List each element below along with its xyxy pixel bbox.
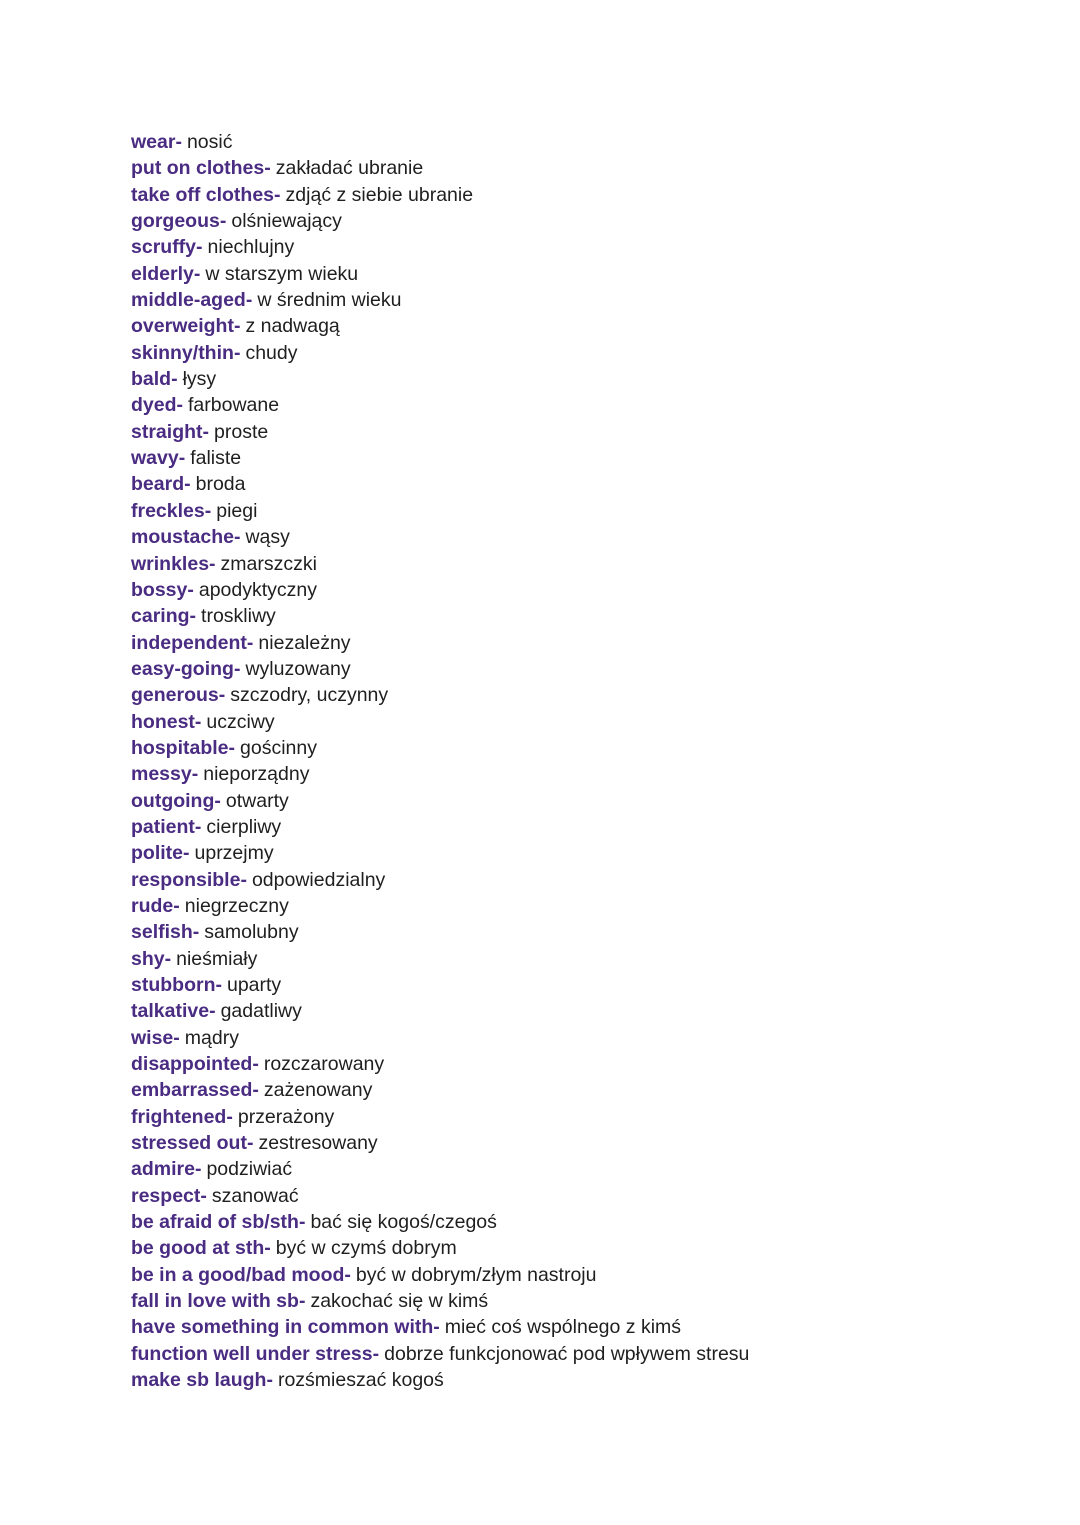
vocab-entry — [131, 208, 749, 234]
term-separator: - — [194, 1158, 202, 1181]
vocab-translation: proste — [214, 420, 269, 443]
vocab-translation: wyluzowany — [245, 657, 351, 680]
vocab-translation: uczciwy — [206, 710, 275, 733]
vocab-term: wear — [131, 131, 176, 153]
vocab-entry — [131, 313, 749, 339]
vocab-entry — [131, 1209, 749, 1235]
vocab-entry — [131, 392, 749, 418]
vocab-term: skinny/thin — [131, 341, 234, 364]
vocab-translation: chudy — [245, 341, 298, 364]
vocab-entry — [131, 1130, 749, 1156]
term-separator: - — [274, 183, 281, 206]
vocab-entry — [131, 1051, 749, 1077]
term-separator: - — [176, 394, 184, 417]
vocab-term: admire — [131, 1158, 195, 1181]
term-separator: - — [245, 289, 253, 312]
term-separator: - — [233, 657, 241, 680]
term-separator: - — [178, 447, 186, 470]
term-separator: - — [193, 262, 201, 285]
vocab-term: easy-going — [131, 657, 234, 680]
vocab-entry — [131, 682, 749, 708]
vocab-entry — [131, 972, 749, 998]
vocab-entry — [131, 551, 749, 577]
vocab-entry — [131, 287, 749, 313]
vocab-term: talkative — [131, 1000, 210, 1023]
vocab-entry — [131, 261, 749, 287]
vocab-term: responsible — [131, 868, 241, 891]
term-separator: - — [233, 341, 241, 364]
vocab-translation: być w dobrym/złym nastroju — [355, 1263, 597, 1286]
term-separator: - — [233, 526, 241, 549]
vocab-term: elderly — [131, 262, 194, 285]
vocab-entry — [131, 471, 749, 497]
term-separator: - — [246, 1132, 254, 1155]
vocab-term: wise — [131, 1026, 174, 1049]
vocab-term: straight — [131, 420, 203, 443]
vocab-term: generous — [131, 684, 219, 707]
vocab-translation: uparty — [226, 974, 282, 996]
vocab-translation: w starszym wieku — [205, 262, 359, 285]
vocab-entry — [131, 867, 749, 893]
vocab-term: beard — [131, 473, 185, 496]
vocab-translation: faliste — [190, 447, 242, 470]
term-separator: - — [194, 815, 202, 838]
vocab-entry — [131, 919, 749, 945]
vocab-entry — [131, 630, 749, 656]
vocab-entry — [131, 498, 749, 524]
vocab-term: stubborn — [131, 974, 216, 996]
vocab-translation: mieć coś wspólnego z kimś — [444, 1316, 682, 1339]
vocab-term: function well under stress — [131, 1342, 373, 1365]
vocab-term: bald — [131, 368, 172, 391]
vocab-term: embarrassed — [131, 1079, 253, 1102]
vocab-entry — [131, 814, 749, 840]
term-separator: - — [264, 157, 271, 180]
vocab-translation: mądry — [184, 1026, 239, 1049]
vocab-entry — [131, 445, 749, 471]
vocab-translation: wąsy — [245, 526, 290, 549]
term-separator: - — [240, 868, 247, 891]
vocab-entry — [131, 1341, 749, 1367]
vocab-term: wrinkles — [131, 552, 210, 575]
term-separator: - — [204, 499, 212, 522]
term-separator: - — [196, 236, 203, 259]
term-separator: - — [344, 1263, 351, 1286]
vocab-translation: zdjąć z siebie ubranie — [285, 183, 474, 206]
vocab-term: polite — [131, 842, 183, 865]
vocab-term: shy — [131, 947, 165, 970]
vocab-entry — [131, 603, 749, 629]
vocab-term: put on clothes — [131, 157, 265, 180]
term-separator: - — [233, 315, 241, 338]
term-separator: - — [209, 552, 216, 575]
vocab-term: independent — [131, 631, 247, 654]
vocabulary-list — [131, 129, 749, 1394]
vocab-entry — [131, 946, 749, 972]
vocab-entry — [131, 1314, 749, 1340]
vocab-entry — [131, 182, 749, 208]
vocab-translation: niechlujny — [207, 236, 295, 259]
vocab-term: take off clothes — [131, 183, 275, 206]
vocab-translation: apodyktyczny — [198, 578, 318, 601]
vocab-entry — [131, 656, 749, 682]
term-separator: - — [298, 1211, 306, 1234]
vocab-entry — [131, 709, 749, 735]
term-separator: - — [200, 1184, 207, 1207]
vocab-entry — [131, 1077, 749, 1103]
vocab-translation: niegrzeczny — [184, 894, 289, 917]
vocab-entry — [131, 419, 749, 445]
vocab-term: honest — [131, 710, 195, 733]
vocab-term: frightened — [131, 1105, 227, 1128]
vocab-term: selfish — [131, 921, 193, 944]
vocab-term: outgoing — [131, 789, 215, 812]
vocab-translation: rozśmieszać kogoś — [277, 1369, 444, 1392]
vocab-entry — [131, 788, 749, 814]
vocab-entry — [131, 1104, 749, 1130]
vocab-term: make sb laugh — [131, 1369, 267, 1392]
vocab-term: be afraid of sb/sth — [131, 1211, 299, 1234]
vocab-translation: niezależny — [258, 631, 351, 654]
term-separator: - — [189, 605, 197, 628]
term-separator: - — [252, 1053, 259, 1076]
term-separator: - — [219, 210, 227, 233]
term-separator: - — [175, 131, 182, 153]
vocab-translation: troskliwy — [201, 605, 276, 628]
vocab-translation: zestresowany — [258, 1132, 378, 1155]
vocab-term: gorgeous — [131, 210, 220, 233]
vocab-term: be in a good/bad mood — [131, 1263, 345, 1286]
vocab-translation: zażenowany — [263, 1079, 373, 1102]
term-separator: - — [214, 789, 221, 812]
vocab-translation: cierpliwy — [206, 815, 282, 838]
vocab-entry — [131, 893, 749, 919]
vocab-term: fall in love with sb — [131, 1290, 299, 1313]
vocab-entry — [131, 1262, 749, 1288]
vocab-translation: nieporządny — [203, 763, 310, 786]
term-separator: - — [164, 947, 172, 970]
vocab-term: stressed out — [131, 1132, 247, 1155]
vocab-translation: gadatliwy — [220, 1000, 302, 1023]
vocab-term: hospitable — [131, 736, 229, 759]
vocab-translation: bać się kogoś/czegoś — [310, 1211, 497, 1234]
vocab-translation: olśniewający — [231, 210, 342, 233]
term-separator: - — [228, 736, 236, 759]
vocab-term: disappointed — [131, 1053, 253, 1076]
vocab-entry — [131, 998, 749, 1024]
vocab-entry — [131, 129, 749, 155]
vocab-term: scruffy — [131, 236, 197, 259]
vocab-term: respect — [131, 1184, 201, 1207]
vocab-translation: piegi — [216, 499, 258, 522]
vocab-term: patient — [131, 815, 195, 838]
vocab-translation: z nadwagą — [245, 315, 340, 338]
term-separator: - — [215, 974, 222, 996]
vocab-translation: rozczarowany — [263, 1053, 385, 1076]
vocab-entry — [131, 577, 749, 603]
vocab-term: caring — [131, 605, 190, 628]
vocab-translation: w średnim wieku — [257, 289, 402, 312]
vocab-translation: łysy — [182, 368, 217, 391]
vocab-entry — [131, 840, 749, 866]
vocab-term: have something in common with — [131, 1316, 434, 1339]
vocab-term: freckles — [131, 499, 205, 522]
term-separator: - — [226, 1105, 233, 1128]
vocab-entry — [131, 761, 749, 787]
term-separator: - — [218, 684, 226, 707]
vocab-entry — [131, 735, 749, 761]
vocab-entry — [131, 1156, 749, 1182]
vocab-term: overweight — [131, 315, 234, 338]
vocab-translation: samolubny — [204, 921, 299, 944]
vocab-translation: szczodry, uczynny — [230, 684, 389, 707]
vocab-translation: otwarty — [225, 789, 289, 812]
vocab-translation: zakochać się w kimś — [310, 1290, 489, 1313]
vocab-translation: broda — [195, 473, 246, 496]
term-separator: - — [183, 842, 190, 865]
vocab-entry — [131, 524, 749, 550]
term-separator: - — [184, 473, 191, 496]
vocab-entry — [131, 1367, 749, 1393]
vocab-entry — [131, 155, 749, 181]
vocab-term: be good at sth — [131, 1237, 265, 1260]
term-separator: - — [264, 1237, 271, 1260]
vocab-term: dyed — [131, 394, 177, 417]
vocab-translation: przerażony — [237, 1105, 335, 1128]
vocab-term: wavy — [131, 447, 179, 470]
vocab-term: messy — [131, 763, 192, 786]
term-separator: - — [298, 1290, 306, 1313]
vocab-translation: być w czymś dobrym — [275, 1237, 457, 1260]
vocab-translation: uprzejmy — [194, 842, 274, 865]
term-separator: - — [173, 1026, 180, 1049]
term-separator: - — [266, 1369, 273, 1392]
vocab-translation: zakładać ubranie — [275, 157, 424, 180]
vocab-term: moustache — [131, 526, 234, 549]
vocab-translation: odpowiedzialny — [251, 868, 386, 891]
term-separator: - — [246, 631, 254, 654]
term-separator: - — [433, 1316, 440, 1339]
term-separator: - — [191, 763, 199, 786]
vocab-entry — [131, 340, 749, 366]
vocab-translation: zmarszczki — [220, 552, 317, 575]
vocab-translation: nosić — [186, 131, 233, 153]
vocab-translation: podziwiać — [206, 1158, 293, 1181]
vocab-term: rude — [131, 894, 174, 917]
vocab-translation: nieśmiały — [176, 947, 258, 970]
term-separator: - — [252, 1079, 259, 1102]
term-separator: - — [187, 578, 194, 601]
vocab-entry — [131, 1235, 749, 1261]
vocab-translation: gościnny — [240, 736, 317, 759]
vocab-entry — [131, 1183, 749, 1209]
vocab-entry — [131, 1025, 749, 1051]
vocab-entry — [131, 366, 749, 392]
vocab-translation: szanować — [211, 1184, 299, 1207]
vocab-translation: dobrze funkcjonować pod wpływem stresu — [384, 1342, 750, 1365]
term-separator: - — [194, 710, 202, 733]
vocab-term: middle-aged — [131, 289, 246, 312]
vocab-entry — [131, 1288, 749, 1314]
term-separator: - — [372, 1342, 380, 1365]
vocab-translation: farbowane — [188, 394, 280, 417]
term-separator: - — [173, 894, 180, 917]
term-separator: - — [202, 420, 210, 443]
term-separator: - — [192, 921, 200, 944]
vocab-term: bossy — [131, 578, 188, 601]
vocab-entry — [131, 234, 749, 260]
term-separator: - — [209, 1000, 216, 1023]
term-separator: - — [171, 368, 178, 391]
